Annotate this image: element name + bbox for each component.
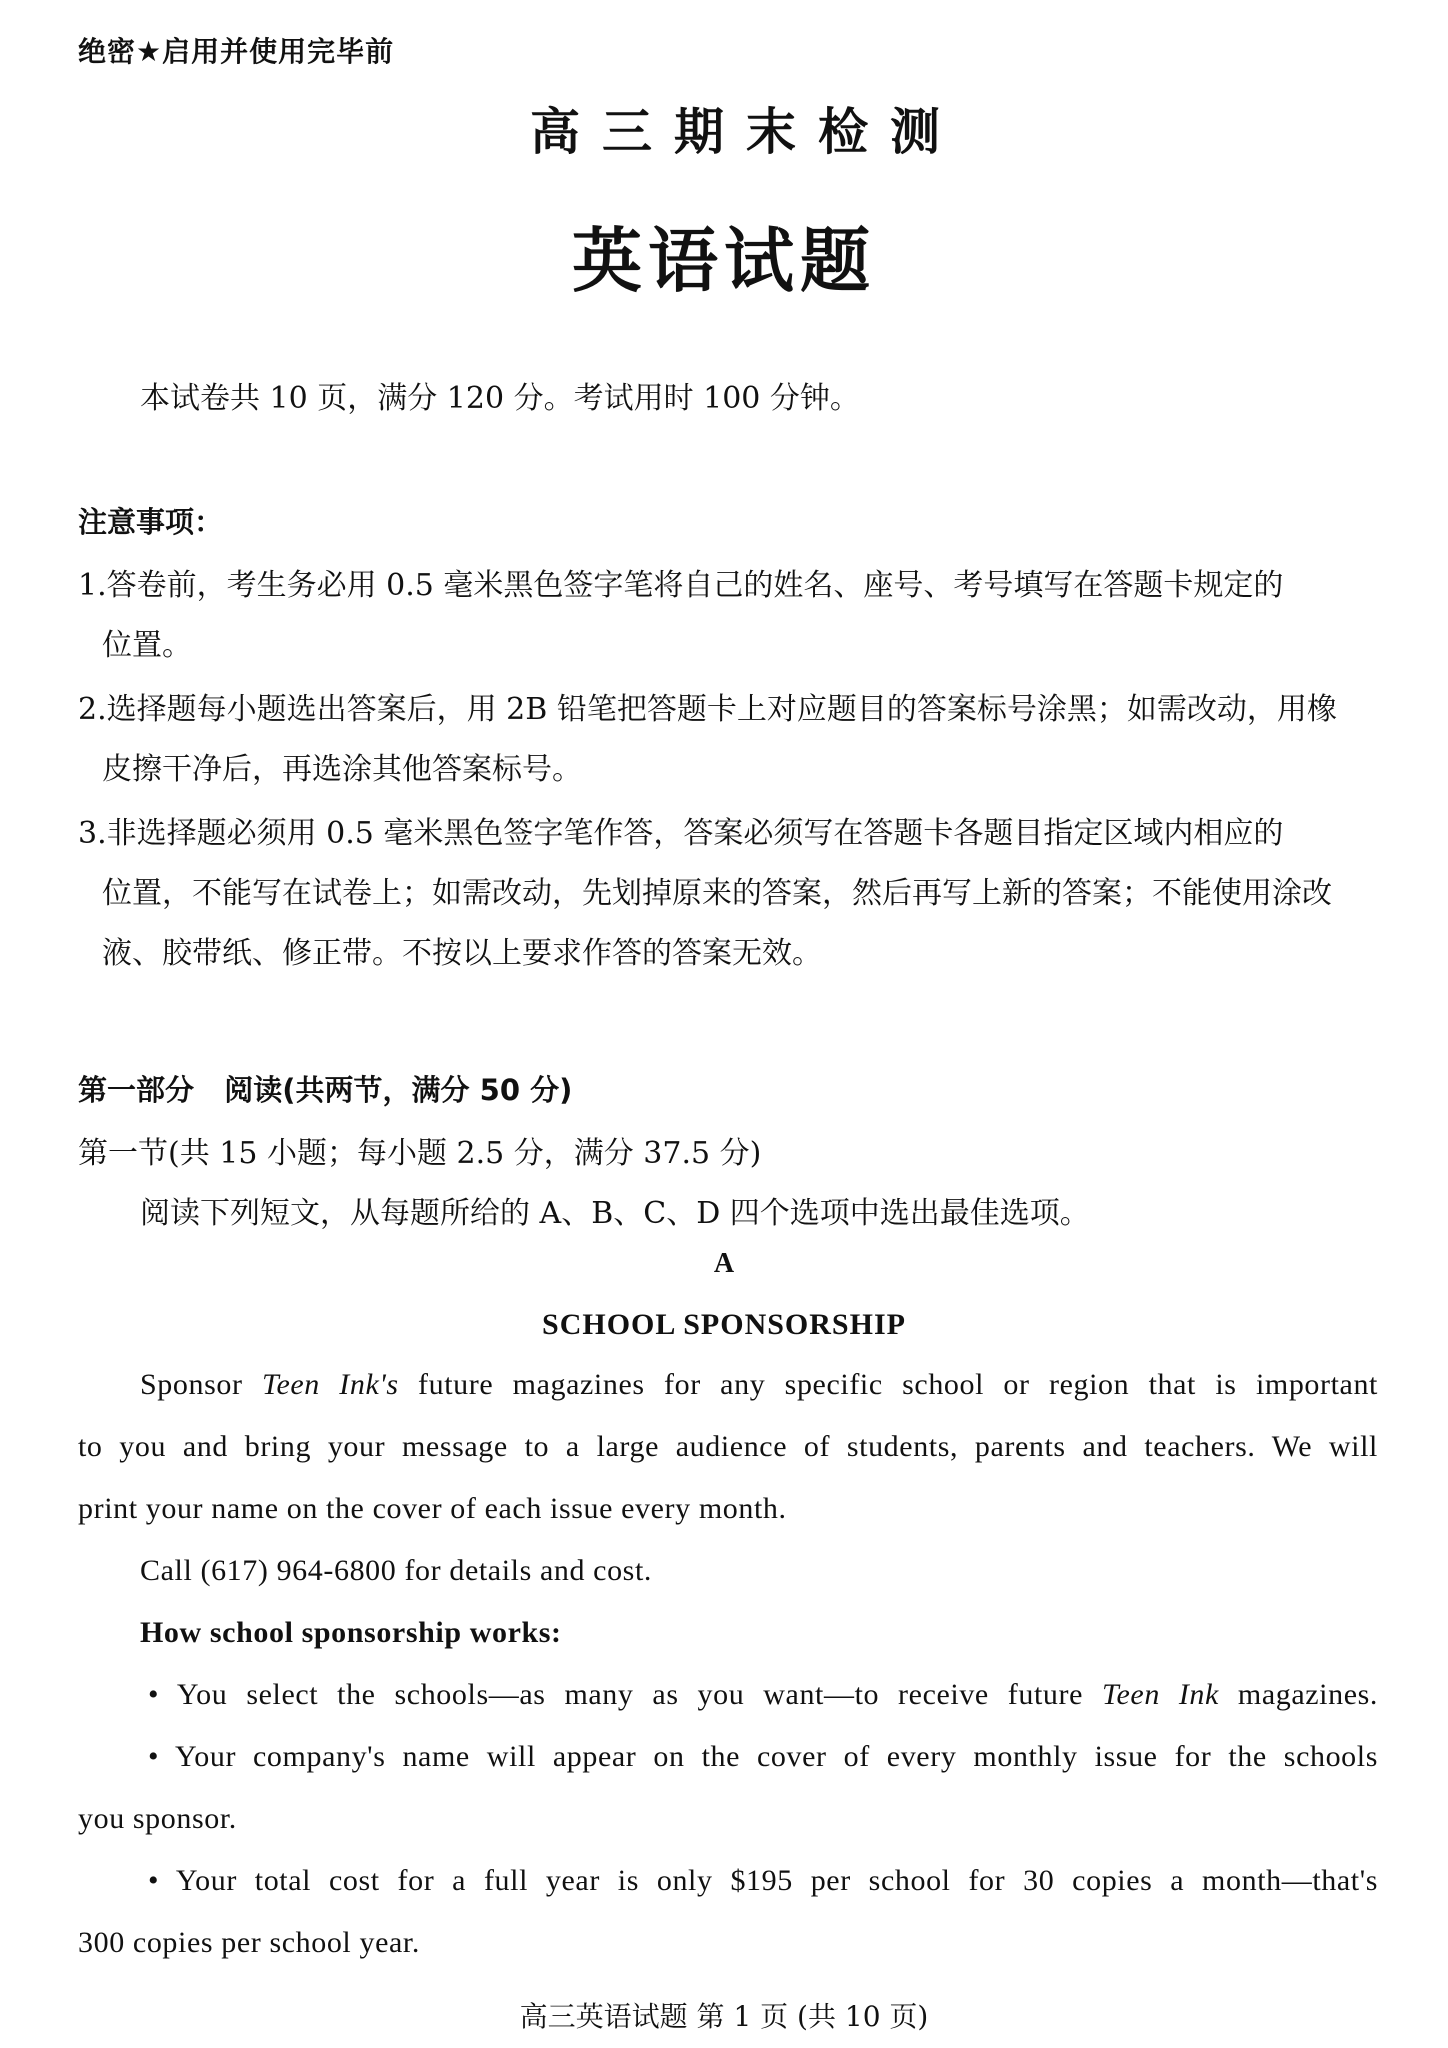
magazine-name: Teen Ink's <box>261 1368 399 1401</box>
passage-paragraph-1-line-1 <box>140 1368 1378 1402</box>
notice-item-1-line-1: 1.答卷前，考生务必用 0.5 毫米黑色签字笔将自己的姓名、座号、考号填写在答题卡规定的 <box>78 568 1284 603</box>
part-one-heading: 第一部分 阅读(共两节，满分 50 分) <box>78 1073 573 1107</box>
notice-item-3-line-2: 位置，不能写在试卷上；如需改动，先划掉原来的答案，然后再写上新的答案；不能使用涂改 <box>102 876 1332 911</box>
notice-item-2-line-1: 2.选择题每小题选出答案后，用 2B 铅笔把答题卡上对应题目的答案标号涂黑；如需改动，用橡 <box>78 692 1337 727</box>
exam-intro: 本试卷共 10 页，满分 120 分。考试用时 100 分钟。 <box>140 381 860 416</box>
confidential-label: 绝密★启用并使用完毕前 <box>78 35 395 68</box>
call-info: Call (617) 964-6800 for details and cost. <box>140 1554 652 1587</box>
subject-title: 英语试题 <box>572 220 876 302</box>
magazine-name: Teen Ink <box>1101 1678 1219 1711</box>
bullet-2-line-1: • Your company's name will appear on the cover of every monthly issue for the schools <box>148 1740 1378 1773</box>
notice-item-2-line-2: 皮擦干净后，再选涂其他答案标号。 <box>102 752 582 787</box>
notice-item-3-line-1: 3.非选择题必须用 0.5 毫米黑色签字笔作答，答案必须写在答题卡各题目指定区域内相应的 <box>78 816 1284 851</box>
notice-item-1-line-2: 位置。 <box>102 628 192 663</box>
text-span: • You select the schools—as many as you want—to receive future <box>148 1678 1102 1711</box>
text-span: magazines. <box>1218 1678 1378 1711</box>
passage-paragraph-1-line-2: to you and bring your message to a large audience of students, parents and teachers. We will <box>78 1430 1378 1463</box>
bullet-2-line-2: you sponsor. <box>78 1802 237 1835</box>
page-footer: 高三英语试题 第 1 页 (共 10 页) <box>519 2000 929 2033</box>
text-span: Sponsor <box>140 1368 262 1401</box>
notice-heading: 注意事项： <box>78 505 224 539</box>
passage-letter: A <box>713 1248 735 1279</box>
bullet-1 <box>148 1678 1378 1712</box>
passage-paragraph-1-line-3: print your name on the cover of each issue every month. <box>78 1492 787 1525</box>
text-span: future magazines for any specific school or region that is important <box>398 1368 1378 1401</box>
bullet-3-line-1: • Your total cost for a full year is only $195 per school for 30 copies a month—that's <box>148 1864 1378 1897</box>
how-it-works-heading: How school sponsorship works: <box>140 1616 562 1649</box>
reading-instruction: 阅读下列短文，从每题所给的 A、B、C、D 四个选项中选出最佳选项。 <box>140 1196 1090 1231</box>
bullet-3-line-2: 300 copies per school year. <box>78 1926 420 1959</box>
section-one-heading: 第一节(共 15 小题；每小题 2.5 分，满分 37.5 分) <box>78 1136 762 1171</box>
notice-item-3-line-3: 液、胶带纸、修正带。不按以上要求作答的答案无效。 <box>102 936 822 971</box>
passage-title: SCHOOL SPONSORSHIP <box>542 1308 906 1341</box>
exam-title: 高三期末检测 <box>530 103 962 161</box>
